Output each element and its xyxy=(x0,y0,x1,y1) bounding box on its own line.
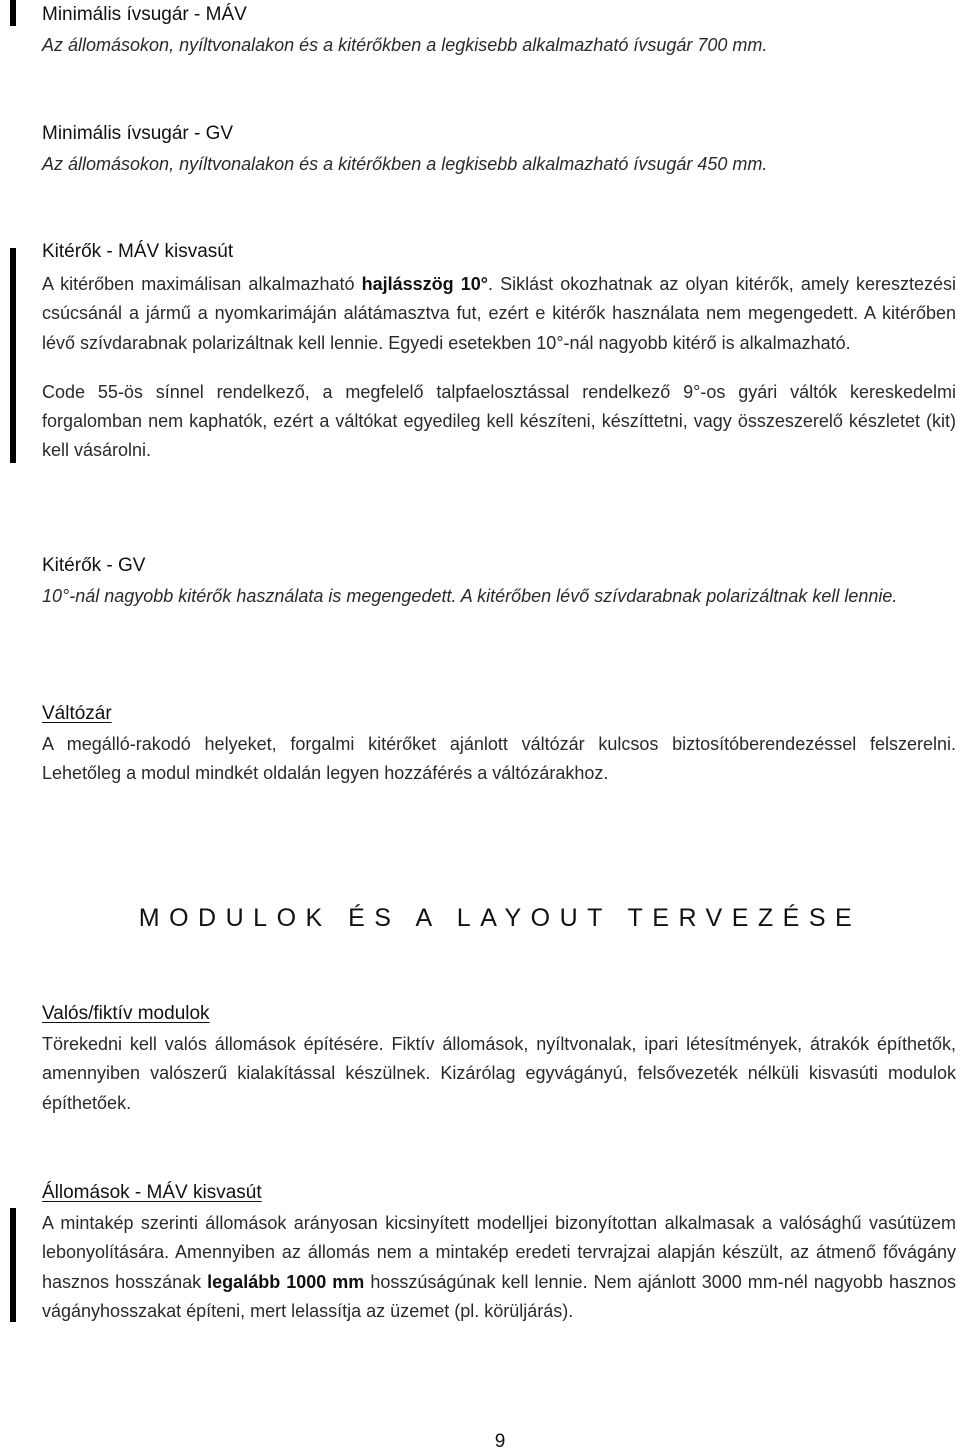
section-heading: Váltózár xyxy=(42,703,112,724)
section-stations-mav xyxy=(42,1180,956,1326)
section-text: 10°-nál nagyobb kitérők használata is megengedett. A kitérőben lévő szívdarabnak polarizáltnak kell lennie. xyxy=(42,586,898,606)
emphasis-text: legalább 1000 mm xyxy=(207,1271,365,1292)
section-text: Törekedni kell valós állomások építésére. Fiktív állomások, nyíltvonalak, ipari létesítmények, átrakók építhetők, amennyiben valószerű kialakítással készülnek. Kizárólag egyvágányú, felsővezeték nélküli kisvasúti modulok építhetőek. xyxy=(42,1034,956,1113)
emphasis-text: hajlásszög 10° xyxy=(361,274,488,294)
section-paragraph: Code 55-ös sínnel rendelkező, a megfelelő talpfaelosztással rendelkező 9°-os gyári váltók kereskedelmi forgalomban nem kaphatók, ezért a váltókat egyedileg kell készíteni, készíttetni, vagy összeszerelő készletet (kit) kell vásárolni. xyxy=(42,381,956,461)
paragraph-text: hosszúságúnak kell lennie. Nem ajánlott 3000 mm-nél nagyobb hasznos vágányhosszakat építeni, mert lelassítja az üzemet (pl. körüljárás). xyxy=(42,1271,956,1321)
change-bar xyxy=(10,248,16,463)
section-heading: Minimális ívsugár - GV xyxy=(42,123,234,144)
paragraph-text: A mintakép szerinti állomások arányosan kicsinyített modelljei bizonyítottan alkalmasak a valósághű vasútüzem lebonyolítására. Amennyiben az állomás nem a mintakép eredeti tervrajzai alapján készült, az átmenő fővágány hasznos hosszának xyxy=(42,1213,956,1292)
section-min-radius-mav xyxy=(42,2,956,60)
section-heading: Kitérők - MÁV kisvasút xyxy=(42,241,234,262)
section-turnouts-gv xyxy=(42,553,956,611)
chapter-title: MODULOK ÉS A LAYOUT TERVEZÉSE xyxy=(138,904,862,932)
section-switch-lock xyxy=(42,701,956,789)
section-heading: Állomások - MÁV kisvasút xyxy=(42,1182,262,1203)
section-paragraph xyxy=(42,1209,956,1326)
section-text: Az állomásokon, nyíltvonalakon és a kitérőkben a legkisebb alkalmazható ívsugár 450 mm. xyxy=(42,154,768,174)
section-min-radius-gv xyxy=(42,121,956,179)
section-text: A megálló-rakodó helyeket, forgalmi kitérőket ajánlott váltózár kulcsos biztosítóberendezéssel felszerelni. Lehetőleg a modul mindkét oldalán legyen hozzáférés a váltózárakhoz. xyxy=(42,734,956,784)
section-heading: Minimális ívsugár - MÁV xyxy=(42,4,247,25)
section-heading: Kitérők - GV xyxy=(42,555,146,576)
change-bar xyxy=(10,0,16,26)
section-paragraph xyxy=(42,270,956,358)
paragraph-text: . Siklást okozhatnak az olyan kitérők, amely keresztezési csúcsánál a jármű a nyomkarimáján alátámasztva fut, ezért e kitérők használata nem megengedett. A kitérőben lévő szívdarabnak polarizáltnak kell lennie. Egyedi esetekben 10°-nál nagyobb kitérő is alkalmazható. xyxy=(42,274,956,353)
section-turnouts-mav xyxy=(42,239,956,466)
paragraph-text: A kitérőben maximálisan alkalmazható xyxy=(42,274,362,294)
section-heading: Valós/fiktív modulok xyxy=(42,1003,210,1024)
page-number: 9 xyxy=(494,1431,506,1452)
section-text: Az állomásokon, nyíltvonalakon és a kitérőkben a legkisebb alkalmazható ívsugár 700 mm. xyxy=(42,35,768,55)
section-real-fictive-modules xyxy=(42,1001,956,1118)
change-bar xyxy=(10,1208,16,1322)
